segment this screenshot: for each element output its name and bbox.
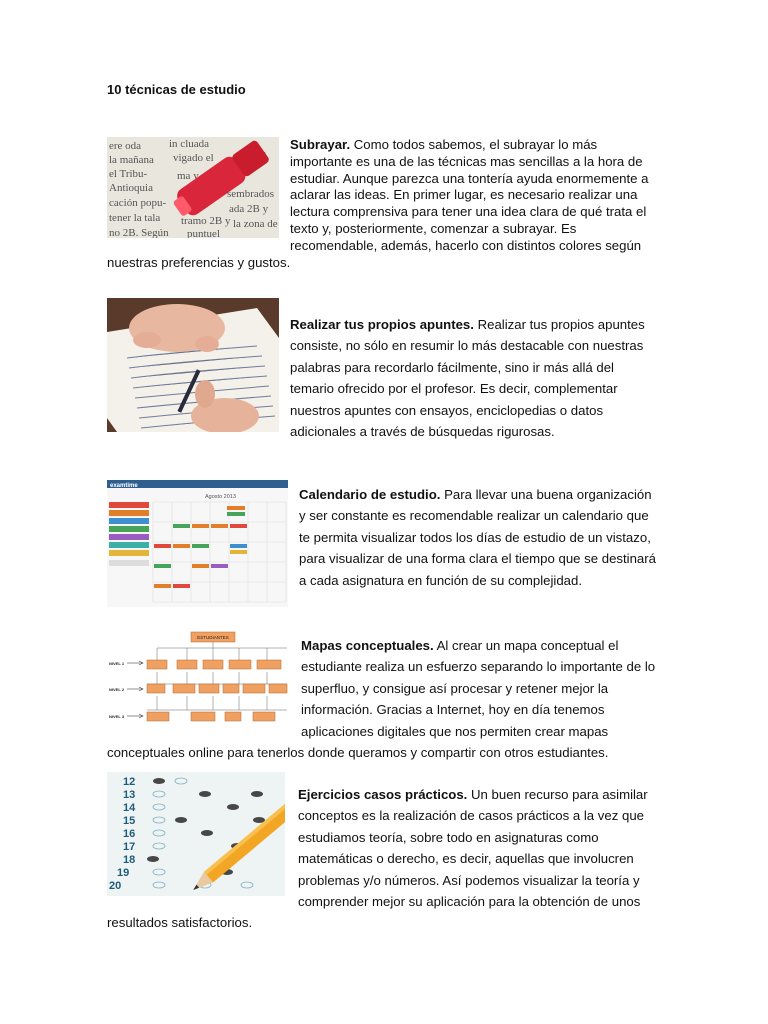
section-heading: Calendario de estudio. <box>299 487 441 502</box>
section-body: Como todos sabemos, el subrayar lo más importante es una de las técnicas mas sencillas a la hora de estudiar. Aunque parezca una tontería ayuda enormemente a aclarar las ideas. En primer lugar, es necesario realizar una lectura comprensiva para tener una idea clara de qué trata el texto y, posteriormente, comenzar a subrayar. Es recomendable, además, hacerlo con distintos colores según nuestras preferencias y gustos. <box>107 137 649 270</box>
section-body: Un buen recurso para asimilar conceptos es la realización de casos prácticos a la vez que estudiamos teoría, sobre todo en asignaturas como matemáticas o derecho, es decir, aquellas que involucren problemas y/o números. Así podemos visualizar la teoría y comprender mejor su aplicación para la obtención de unos resultados satisfactorios. <box>107 787 648 931</box>
sheet-number: 14 <box>123 802 136 814</box>
svg-text:la zona de: la zona de <box>233 218 278 230</box>
svg-text:tener la tala: tener la tala <box>109 212 161 224</box>
svg-text:puntuel: puntuel <box>187 228 220 238</box>
calendar-month: Agosto 2013 <box>205 494 236 500</box>
svg-text:Antioquia: Antioquia <box>109 182 153 194</box>
calendar-screenshot <box>107 480 288 607</box>
svg-text:tramo 2B y: tramo 2B y <box>181 215 231 227</box>
document-title: 10 técnicas de estudio <box>107 82 246 97</box>
section-heading: Realizar tus propios apuntes. <box>290 317 474 332</box>
svg-text:ere oda: ere oda <box>109 140 142 152</box>
section-ejercicios <box>107 772 660 934</box>
sheet-number: 18 <box>123 854 136 866</box>
svg-text:el Tribu-: el Tribu- <box>109 168 148 180</box>
highlighter-photo <box>107 137 279 238</box>
section-heading: Subrayar. <box>290 137 351 152</box>
section-body: Para llevar una buena organización y ser constante es recomendable realizar un calendario que te permita visualizar todos los días de estudio de un vistazo, para visualizar de una forma clara el tiempo que se destinará a cada asignatura en función de su complejidad. <box>299 487 656 588</box>
sheet-number: 12 <box>123 776 136 788</box>
sheet-number: 16 <box>123 828 136 840</box>
section-body: Realizar tus propios apuntes consiste, no sólo en resumir lo más destacable con nuestras palabras para recordarlo fácilmente, sino ir más allá del temario ofrecido por el profesor. Es decir, complementar nuestros apuntes con ensayos, enciclopedias o datos adicionales a través de búsquedas rigurosas. <box>290 317 645 440</box>
svg-text:la mañana: la mañana <box>109 154 154 166</box>
svg-text:in cluada: in cluada <box>169 138 210 150</box>
map-level-3: NIVEL 3 <box>109 714 125 719</box>
map-level-2: NIVEL 2 <box>109 687 125 692</box>
svg-text:vigado el: vigado el <box>173 152 214 164</box>
svg-text:sembrados: sembrados <box>227 188 275 200</box>
svg-text:cación popu-: cación popu- <box>109 197 167 209</box>
sheet-number: 20 <box>109 880 122 892</box>
section-mapas <box>107 630 660 763</box>
sheet-number: 13 <box>123 789 136 801</box>
handwriting-photo <box>107 298 279 432</box>
sheet-number: 17 <box>123 841 136 853</box>
svg-text:ma y: ma y <box>177 170 199 182</box>
section-heading: Ejercicios casos prácticos. <box>298 787 468 802</box>
map-level-1: NIVEL 1 <box>109 661 125 666</box>
calendar-brand: examtime <box>110 483 138 489</box>
section-body: Al crear un mapa conceptual el estudiante realiza un esfuerzo separando lo importante de lo superfluo, y consigue así procesar y retener mejor la información. Gracias a Internet, hoy en día tenemos aplicaciones digitales que nos permiten crear mapas conceptuales online para tenerlos donde queramos y compartir con otros estudiantes. <box>107 638 656 761</box>
svg-text:no 2B. Según: no 2B. Según <box>109 227 169 238</box>
concept-map-image <box>107 630 290 736</box>
section-apuntes <box>107 298 660 442</box>
svg-text:ada 2B y: ada 2B y <box>229 203 269 215</box>
answer-sheet-photo <box>107 772 285 896</box>
section-heading: Mapas conceptuales. <box>301 638 434 653</box>
section-calendario <box>107 480 660 607</box>
sheet-number: 19 <box>117 867 130 879</box>
sheet-number: 15 <box>123 815 136 827</box>
map-root-label: ESTUDIANTES <box>197 635 229 640</box>
section-subrayar <box>107 137 660 271</box>
